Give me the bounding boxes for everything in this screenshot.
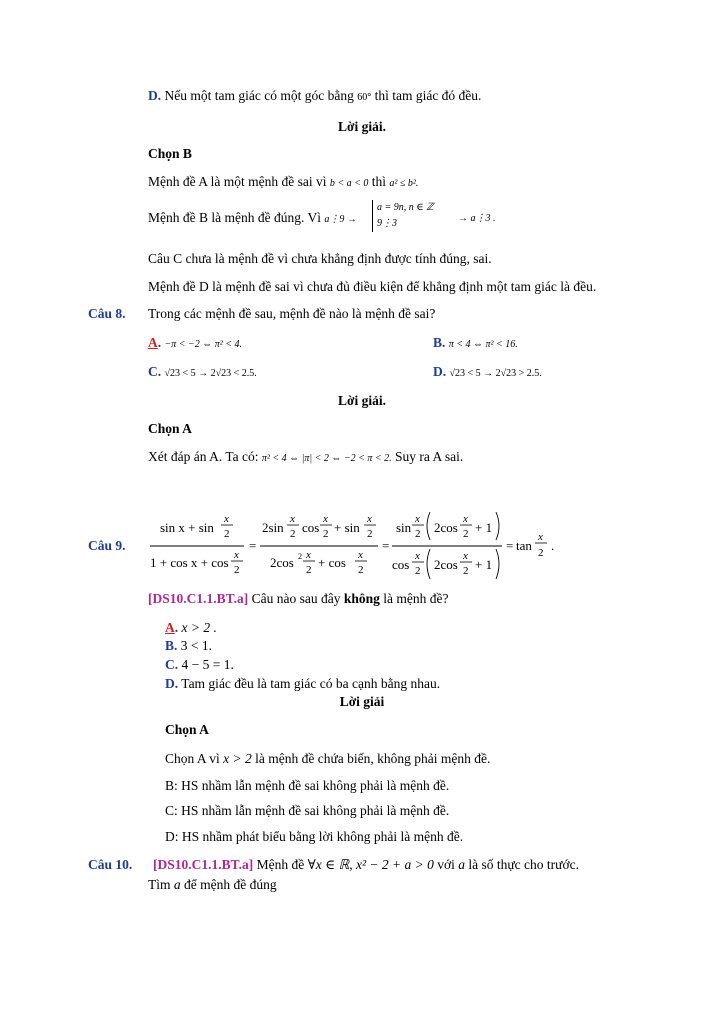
- q8-question: Trong các mệnh đề sau, mệnh đề nào là mệnh đề sai?: [148, 306, 436, 321]
- formula-f2-num-c: + sin: [334, 520, 360, 535]
- formula-tan-x: x: [538, 531, 543, 543]
- q9-opt-d-text: Tam giác đều là tam giác có ba cạnh bằng nhau.: [181, 676, 441, 691]
- formula-f3-den-a: cos: [392, 557, 410, 572]
- formula-eq1: =: [249, 538, 257, 553]
- q8-label: Câu 8.: [88, 306, 126, 321]
- q10-text-b: với: [437, 857, 455, 872]
- q9-option-b[interactable]: [165, 638, 212, 654]
- q9-explain-3: C: HS nhầm lẫn mệnh đề sai không phải là mệnh đề.: [165, 803, 450, 818]
- q8-opt-a-dot: .: [157, 335, 162, 350]
- formula-f3-num-d: + 1: [475, 520, 493, 535]
- q9-opt-d-label: D.: [165, 676, 179, 691]
- q8-option-c[interactable]: [148, 364, 257, 382]
- q9-option-d[interactable]: [165, 676, 440, 692]
- formula-eq3: =: [506, 538, 514, 553]
- q7-line-a-math1: b < a < 0: [329, 178, 369, 189]
- q9-opt-b-label: B.: [165, 638, 178, 653]
- formula-f3-x3: x: [415, 550, 420, 562]
- formula-f1-den-x: x: [234, 549, 239, 561]
- q8-opt-c-text: √23 < 5 → 2√23 < 2.5.: [164, 368, 257, 379]
- q9-explain-1: [165, 751, 490, 767]
- formula-f2-22: 2: [323, 528, 329, 540]
- formula-f1-num-x: x: [224, 513, 229, 525]
- q8-opt-b-text: π < 4 ⇔ π² < 16.: [448, 339, 518, 350]
- q9-explain-2: B: HS nhầm lẫn mệnh đề sai không phải là mệnh đề.: [165, 778, 450, 793]
- formula-f1-num-2: 2: [224, 528, 230, 540]
- formula-f2-21: 2: [290, 528, 296, 540]
- formula-f2-den-a: 2cos: [270, 555, 294, 570]
- q7-line-d: Mệnh đề D là mệnh đề sai vì chưa đủ điều kiện để khẳng định một tam giác là đều.: [148, 279, 597, 294]
- q8-explain-math: π² < 4 ⇔ |π| < 2 ⇔ −2 < π < 2.: [261, 453, 392, 464]
- formula-f2-x4: x: [306, 549, 311, 561]
- q7-solution-heading: Lời giải.: [338, 119, 386, 134]
- q9-option-c[interactable]: [165, 657, 234, 673]
- formula-f2-x2: x: [323, 513, 328, 525]
- formula-tan-2: 2: [538, 547, 544, 559]
- q8-opt-b-label: B.: [433, 335, 446, 350]
- q10-label: Câu 10.: [88, 857, 133, 872]
- q9-opt-a-label: A: [165, 620, 175, 635]
- q9-opt-b-text: 3 < 1.: [180, 638, 213, 653]
- formula-f3-21: 2: [415, 528, 421, 540]
- q8-opt-d-text: √23 < 5 → 2√23 > 2.5.: [449, 368, 542, 379]
- q7-line-a: [148, 174, 418, 192]
- formula-f2-x3: x: [367, 513, 372, 525]
- q9-ex1-a: Chọn A vì: [165, 751, 220, 766]
- formula-f3-x1: x: [415, 513, 420, 525]
- q9-opt-c-text: 4 − 5 = 1.: [181, 657, 234, 672]
- formula-f2-25: 2: [358, 564, 364, 576]
- q10-math: ∀x ∈ ℝ, x² − 2 + a > 0: [307, 857, 434, 872]
- formula-f3-x4: x: [463, 550, 468, 562]
- q10-line2-a: Tìm: [148, 877, 171, 892]
- q9-question-a: Câu nào sau đây: [251, 591, 341, 606]
- formula-f2-sq: 2: [298, 552, 302, 561]
- q8-opt-a-text: −π < −2 ⇔ π² < 4.: [164, 339, 243, 350]
- q7-system-line1: a = 9n, n ∈ ℤ: [377, 202, 434, 213]
- formula-f3-23: 2: [415, 565, 421, 577]
- q9-trig-formula: [146, 506, 566, 588]
- q8-opt-d-label: D.: [433, 364, 447, 379]
- formula-f2-24: 2: [306, 564, 312, 576]
- q9-question: [148, 591, 449, 607]
- q9-label: Câu 9.: [88, 538, 126, 553]
- formula-f2-23: 2: [367, 528, 373, 540]
- q8-opt-c-label: C.: [148, 364, 162, 379]
- q8-explain-text: Xét đáp án A. Ta có:: [148, 449, 259, 464]
- q9-ex1-b: là mệnh đề chứa biến, không phải mệnh đề.: [255, 751, 491, 766]
- q10-line2-var: a: [173, 877, 181, 892]
- q9-opt-a-dot: .: [174, 620, 179, 635]
- formula-f1-num: sin x + sin: [160, 520, 214, 535]
- formula-f3-num-c: 2cos: [434, 520, 458, 535]
- q8-explain: [148, 449, 463, 467]
- q10-line2: [148, 877, 277, 893]
- formula-eq2: =: [382, 538, 390, 553]
- q7-system-line2: 9⋮3: [377, 218, 397, 229]
- q9-chon: Chọn A: [165, 722, 209, 737]
- q9-question-bold: không: [343, 591, 380, 606]
- q7-d-text-a: Nếu một tam giác có một góc bằng: [164, 88, 354, 103]
- q10-tag: [DS10.C1.1.BT.a]: [153, 857, 254, 872]
- formula-dot: .: [551, 538, 555, 553]
- q7-line-b: [148, 210, 357, 228]
- q7-line-a-mid: thì: [371, 174, 386, 189]
- q8-explain-text-b: Suy ra A sai.: [395, 449, 464, 464]
- q9-ex1-math: x > 2: [223, 751, 252, 766]
- q9-explain-4: D: HS nhầm phát biểu bằng lời không phải là mệnh đề.: [165, 829, 464, 844]
- q7-line-a-text: Mệnh đề A là một mệnh đề sai vì: [148, 174, 327, 189]
- q7-chon: Chọn B: [148, 146, 192, 161]
- q7-d-label: D.: [148, 88, 162, 103]
- q7-line-c: Câu C chưa là mệnh đề vì chưa khẳng định được tính đúng, sai.: [148, 251, 492, 266]
- q8-chon: Chọn A: [148, 421, 192, 436]
- formula-f2-x1: x: [290, 513, 295, 525]
- q9-opt-a-text: x > 2 .: [181, 620, 217, 635]
- q7-d-text-b: thì tam giác đó đều.: [374, 88, 482, 103]
- formula-f2-num-a: 2sin: [262, 520, 284, 535]
- formula-f3-num-a: sin: [396, 520, 412, 535]
- formula-f2-den-b: + cos: [318, 555, 346, 570]
- q9-opt-c-label: C.: [165, 657, 179, 672]
- q7-line-b-text: Mệnh đề B là mệnh đề đúng. Vì: [148, 210, 321, 225]
- formula-f2-num-b: cos: [302, 520, 320, 535]
- q10-line2-b: để mệnh đề đúng: [184, 877, 277, 892]
- formula-f3-22: 2: [463, 528, 469, 540]
- formula-f3-24: 2: [463, 565, 469, 577]
- q9-option-a[interactable]: [165, 620, 217, 636]
- q7-line-a-math2: a² ≤ b².: [389, 178, 419, 189]
- q7-option-d: [148, 88, 481, 106]
- q10-question: [153, 857, 579, 873]
- formula-tan: tan: [516, 538, 532, 553]
- q7-d-math: 60°: [357, 92, 372, 103]
- formula-f2-x5: x: [358, 549, 363, 561]
- q8-option-b[interactable]: [433, 335, 518, 353]
- q7-line-b-math1: a⋮9 →: [324, 214, 357, 225]
- q8-option-d[interactable]: [433, 364, 542, 382]
- q9-tag: [DS10.C1.1.BT.a]: [148, 591, 249, 606]
- q8-solution-heading: Lời giải.: [338, 393, 386, 408]
- q7-system: [372, 200, 434, 232]
- q7-line-b-math2: → a⋮3 .: [458, 213, 496, 224]
- formula-f3-x2: x: [463, 513, 468, 525]
- formula-f1-den-2: 2: [234, 564, 240, 576]
- q10-text-a: Mệnh đề: [256, 857, 305, 872]
- q9-solution-heading: Lời giải: [339, 694, 385, 709]
- q9-question-b: là mệnh đề?: [383, 591, 449, 606]
- formula-f1-den: 1 + cos x + cos: [150, 555, 229, 570]
- formula-f3-den-c: 2cos: [434, 557, 458, 572]
- q8-option-a[interactable]: [148, 335, 242, 353]
- q8-opt-a-label: A: [148, 335, 158, 350]
- q10-text-c: là số thực cho trước.: [468, 857, 579, 872]
- formula-f3-den-d: + 1: [475, 557, 493, 572]
- q10-var: a: [458, 857, 465, 872]
